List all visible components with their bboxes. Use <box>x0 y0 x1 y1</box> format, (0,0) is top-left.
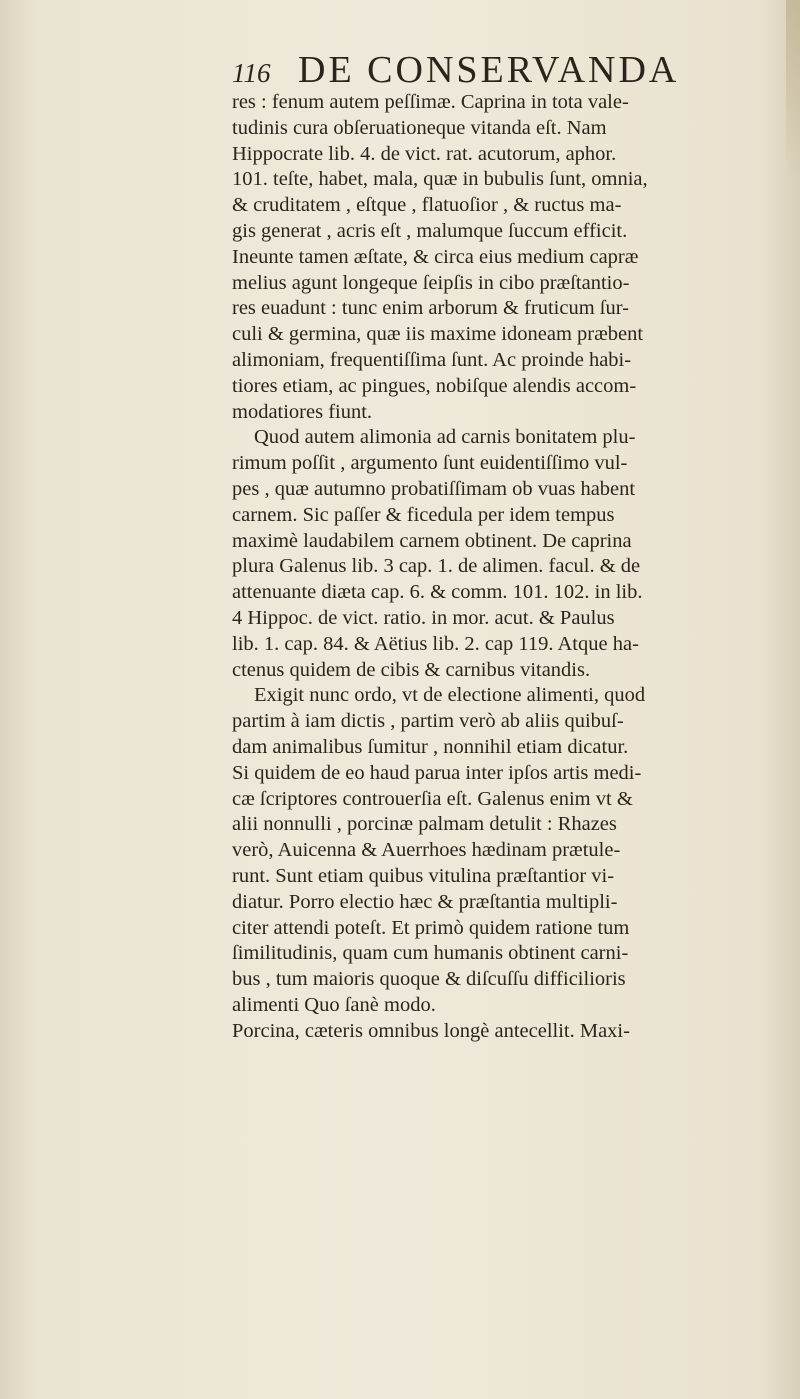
text-line: gis generat , acris eſt , malumque ſuccum efficit. <box>232 219 628 242</box>
text-line: res : fenum autem peſſimæ. Caprina in tota vale- <box>232 91 629 113</box>
text-line: res euadunt : tunc enim arborum & fruticum ſur- <box>232 297 629 320</box>
text-line: 4 Hippoc. de vict. ratio. in mor. acut. & Paulus <box>232 606 615 629</box>
page-header <box>232 48 752 92</box>
running-title: DE CONSERVANDA <box>298 49 680 91</box>
text-line: 101. teſte, habet, mala, quæ in bubulis ſunt, omnia, <box>232 168 648 191</box>
text-line: alimenti Quo ſanè modo. <box>232 993 436 1016</box>
text-line: Ineunte tamen æſtate, & circa eius medium capræ <box>232 245 639 268</box>
text-line: cæ ſcriptores controuerſia eſt. Galenus enim vt & <box>232 787 633 810</box>
text-line: maximè laudabilem carnem obtinent. De caprina <box>232 529 632 552</box>
text-line: tiores etiam, ac pingues, nobiſque alendis accom- <box>232 374 637 397</box>
text-line: alii nonnulli , porcinæ palmam detulit : Rhazes <box>232 813 617 836</box>
text-line: runt. Sunt etiam quibus vitulina præſtantior vi- <box>232 864 615 887</box>
text-line: tudinis cura obſeruationeque vitanda eſt. Nam <box>232 116 607 139</box>
text-line: verò, Auicenna & Auerrhoes hædinam prætule- <box>232 839 621 862</box>
text-line: modatiores fiunt. <box>232 400 373 423</box>
text-line: lib. 1. cap. 84. & Aëtius lib. 2. cap 119. Atque ha- <box>232 632 639 655</box>
text-line: Hippocrate lib. 4. de vict. rat. acutorum, aphor. <box>232 142 617 165</box>
text-line: pes , quæ autumno probatiſſimam ob vuas habent <box>232 477 636 500</box>
page-edge-stain <box>786 0 800 180</box>
text-line: ſimilitudinis, quam cum humanis obtinent carni- <box>232 942 629 965</box>
text-line: Si quidem de eo haud parua inter ipſos artis medi- <box>232 761 642 784</box>
text-line: citer attendi poteſt. Et primò quidem ratione tum <box>232 916 630 939</box>
text-line: Porcina, cæteris omnibus longè antecellit. Maxi- <box>232 1019 630 1042</box>
text-line: Quod autem alimonia ad carnis bonitatem plu- <box>254 426 636 449</box>
page-number: 116 <box>232 58 271 88</box>
text-line: partim à iam dictis , partim verò ab aliis quibuſ- <box>232 710 624 733</box>
text-line: & cruditatem , eſtque , flatuoſior , & ructus ma- <box>232 194 622 217</box>
text-line: attenuante diæta cap. 6. & comm. 101. 102. in lib. <box>232 581 643 604</box>
text-line: plura Galenus lib. 3 cap. 1. de alimen. facul. & de <box>232 555 641 578</box>
body-text <box>232 90 762 1044</box>
text-line: Exigit nunc ordo, vt de electione alimenti, quod <box>254 684 646 707</box>
text-line: alimoniam, frequentiſſima ſunt. Ac proinde habi- <box>232 348 632 371</box>
text-line: rimum poſſit , argumento ſunt euidentiſſimo vul- <box>232 452 628 475</box>
text-line: melius agunt longeque ſeipſis in cibo præſtantio- <box>232 271 630 294</box>
text-line: dam animalibus ſumitur , nonnihil etiam dicatur. <box>232 735 629 758</box>
text-line: diatur. Porro electio hæc & præſtantia multipli- <box>232 890 618 913</box>
text-line: culi & germina, quæ iis maxime idoneam præbent <box>232 323 644 346</box>
text-line: bus , tum maioris quoque & diſcuſſu difficilioris <box>232 968 626 991</box>
text-line: carnem. Sic paſſer & ficedula per idem tempus <box>232 503 615 526</box>
text-line: ctenus quidem de cibis & carnibus vitandis. <box>232 658 591 681</box>
